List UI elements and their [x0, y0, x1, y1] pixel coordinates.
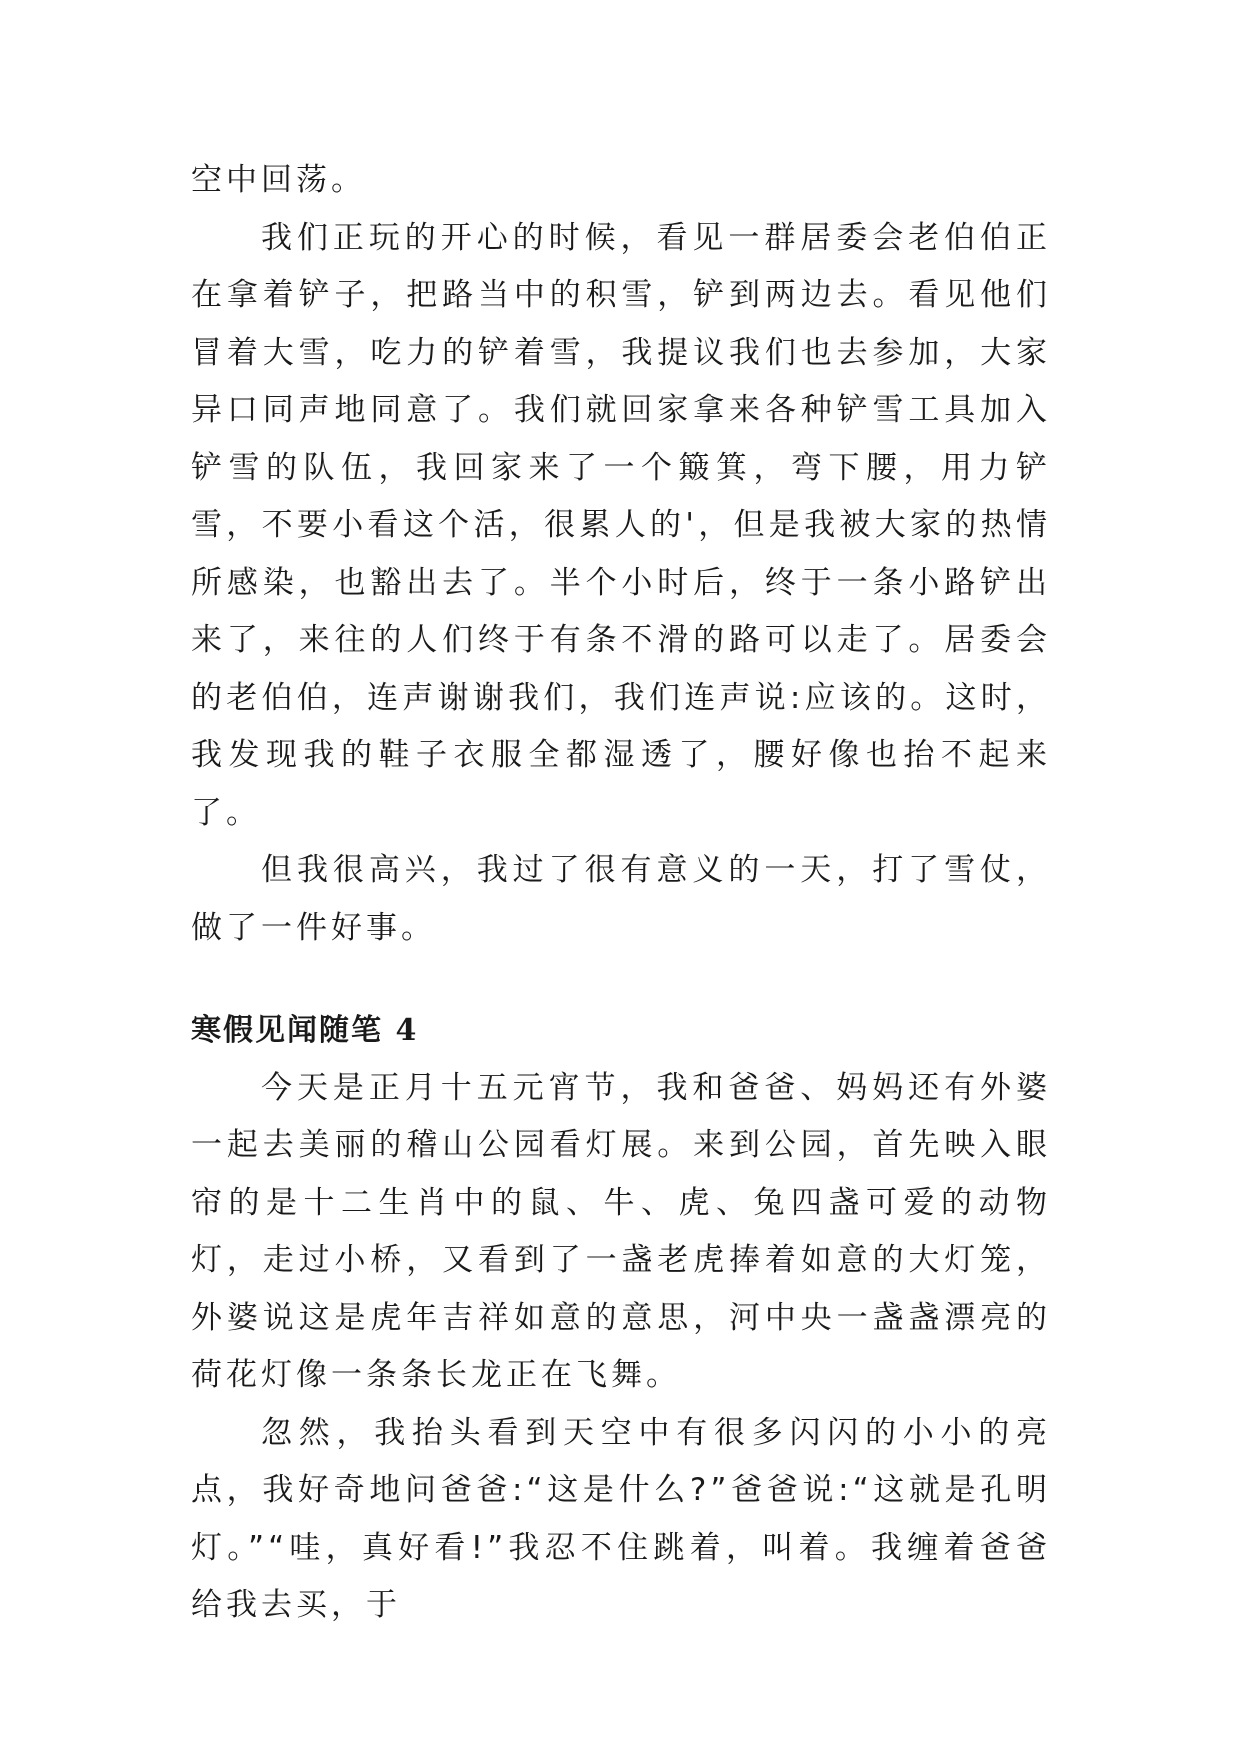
paragraph-continuation: 空中回荡。 — [191, 162, 366, 198]
paragraph-kongming-lantern: 忽然，我抬头看到天空中有很多闪闪的小小的亮点，我好奇地问爸爸:“这是什么?”爸爸说:“这就是孔明灯。”“哇，真好看!”我忍不住跳着，叫着。我缠着爸爸给我去买，于 — [191, 1414, 1051, 1623]
paragraph-lantern-festival: 今天是正月十五元宵节，我和爸爸、妈妈还有外婆一起去美丽的稽山公园看灯展。来到公园，首先映入眼帘的是十二生肖中的鼠、牛、虎、兔四盏可爱的动物灯，走过小桥，又看到了一盏老虎捧着如意的大灯笼，外婆说这是虎年吉祥如意的意思，河中央一盏盏漂亮的荷花灯像一条条长龙正在飞舞。 — [191, 1069, 1051, 1393]
document-body — [191, 152, 1051, 1635]
section-heading: 寒假见闻随笔 4 — [191, 1013, 419, 1048]
paragraph-shoveling-snow: 我们正玩的开心的时候，看见一群居委会老伯伯正在拿着铲子，把路当中的积雪，铲到两边去。看见他们冒着大雪，吃力的铲着雪，我提议我们也去参加，大家异口同声地同意了。我们就回家拿来各种铲雪工具加入铲雪的队伍，我回家来了一个簸箕，弯下腰，用力铲雪，不要小看这个活，很累人的'，但是我被大家的热情所感染，也豁出去了。半个小时后，终于一条小路铲出来了，来往的人们终于有条不滑的路可以走了。居委会的老伯伯，连声谢谢我们，我们连声说:应该的。这时，我发现我的鞋子衣服全都湿透了，腰好像也抬不起来了。 — [191, 219, 1051, 831]
paragraph-good-deed: 但我很高兴，我过了很有意义的一天，打了雪仗，做了一件好事。 — [191, 852, 1051, 946]
